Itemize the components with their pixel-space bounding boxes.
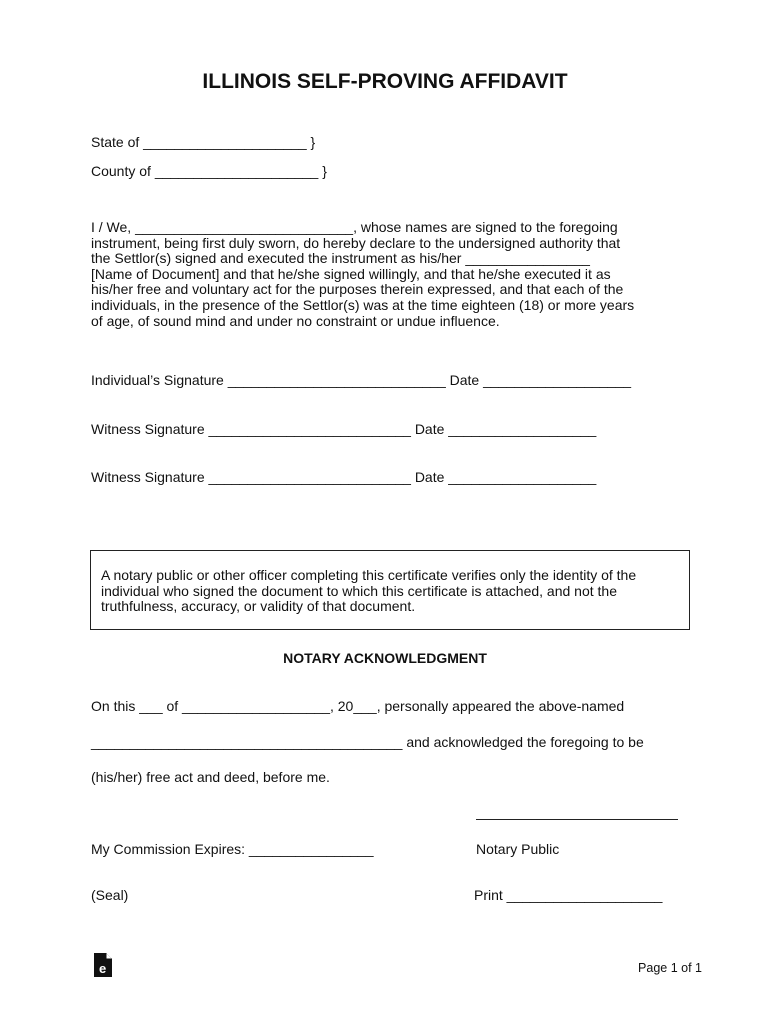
seal-label: (Seal) [91,887,129,903]
paragraph-line: individuals, in the presence of the Settlor(s) was at the time eighteen (18) or more years [91,296,635,313]
document-title: ILLINOIS SELF-PROVING AFFIDAVIT [202,70,568,93]
declaration-paragraph [91,220,691,329]
notice-line: A notary public or other officer completing this certificate verifies only the identity of the [101,567,637,583]
commission-expires-line: My Commission Expires: ________________ [91,841,374,857]
notary-acknowledged-line: ________________________________________ and acknowledged the foregoing to be [91,734,644,750]
witness-signature-line-2: Witness Signature __________________________ Date ___________________ [91,469,597,485]
individual-signature-line: Individual’s Signature ____________________________ Date ___________________ [91,372,632,388]
paragraph-line: instrument, being first duly sworn, do hereby declare to the undersigned authority that [91,234,621,251]
notice-line: truthfulness, accuracy, or validity of that document. [101,598,416,614]
print-name-line: Print ____________________ [474,887,663,903]
logo-letter: e [98,961,107,976]
notary-heading: NOTARY ACKNOWLEDGMENT [283,650,487,666]
witness-signature-line-1: Witness Signature __________________________ Date ___________________ [91,421,597,437]
state-line: State of _____________________ } [91,134,316,150]
paragraph-line: the Settlor(s) signed and executed the instrument as his/her ________________ [91,250,590,267]
paragraph-line: of age, of sound mind and under no constraint or undue influence. [91,312,500,329]
notary-appearance-line: On this ___ of ___________________, 20___, personally appeared the above-named [91,698,625,714]
paragraph-line: [Name of Document] and that he/she signed willingly, and that he/she executed it as [91,265,611,282]
county-line: County of _____________________ } [91,163,327,179]
eforms-logo-icon [94,953,112,977]
page-number: Page 1 of 1 [638,961,702,975]
notary-notice-box [90,550,690,630]
notary-signature-rule [476,819,678,820]
paragraph-line: his/her free and voluntary act for the purposes therein expressed, and that each of the [91,281,624,298]
notice-line: individual who signed the document to which this certificate is attached, and not the [101,582,617,599]
paragraph-line: I / We, ____________________________, whose names are signed to the foregoing [91,219,618,235]
notary-public-label: Notary Public [476,841,560,857]
notary-free-act-line: (his/her) free act and deed, before me. [91,769,330,785]
